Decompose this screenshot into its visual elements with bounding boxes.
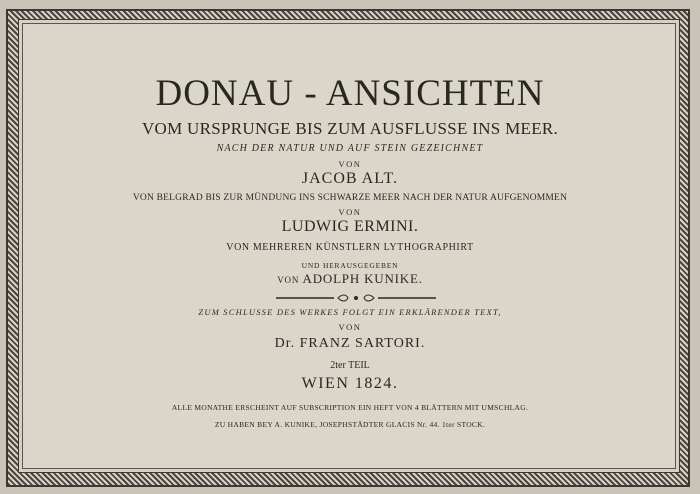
title-page-text	[30, 30, 670, 462]
artist-name-1: JACOB ALT.	[301, 170, 399, 187]
author-name: Dr. FRANZ SARTORI.	[274, 336, 426, 351]
place-year: WIEN 1824.	[301, 375, 399, 392]
subtitle: VOM URSPRUNGE BIS ZUM AUSFLUSSE INS MEER.	[141, 119, 559, 138]
von-line-2: VON	[338, 207, 362, 217]
publisher-name: ADOLPH KUNIKE.	[302, 271, 423, 286]
von-line-1: VON	[338, 159, 362, 169]
ornament-divider	[276, 294, 436, 302]
text-note: ZUM SCHLUSSE DES WERKES FOLGT EIN ERKLÄRENDER TEXT,	[198, 307, 502, 317]
publisher-von: VON	[277, 275, 300, 285]
drawn-note: NACH DER NATUR UND AUF STEIN GEZEICHNET	[216, 143, 484, 154]
belgrad-note: VON BELGRAD BIS ZUR MÜNDUNG INS SCHWARZE MEER NACH DER NATUR AUFGENOMMEN	[132, 193, 568, 203]
subscription-note: ALLE MONATHE ERSCHEINT AUF SUBSCRIPTION EIN HEFT VON 4 BLÄTTERN MIT UMSCHLAG.	[171, 403, 529, 412]
main-title: DONAU - ANSICHTEN	[155, 73, 545, 114]
artist-name-2: LUDWIG ERMINI.	[281, 218, 419, 235]
von-line-3: VON	[338, 322, 362, 332]
publisher-note: UND HERAUSGEGEBEN	[301, 261, 399, 270]
publisher-line	[30, 271, 670, 287]
part-label: 2ter TEIL	[330, 360, 370, 371]
address-note: ZU HABEN BEY A. KUNIKE, JOSEPHSTÄDTER GLACIS Nr. 44. 1ter STOCK.	[214, 420, 486, 429]
lithography-note: VON MEHREREN KÜNSTLERN LYTHOGRAPHIRT	[226, 242, 474, 253]
